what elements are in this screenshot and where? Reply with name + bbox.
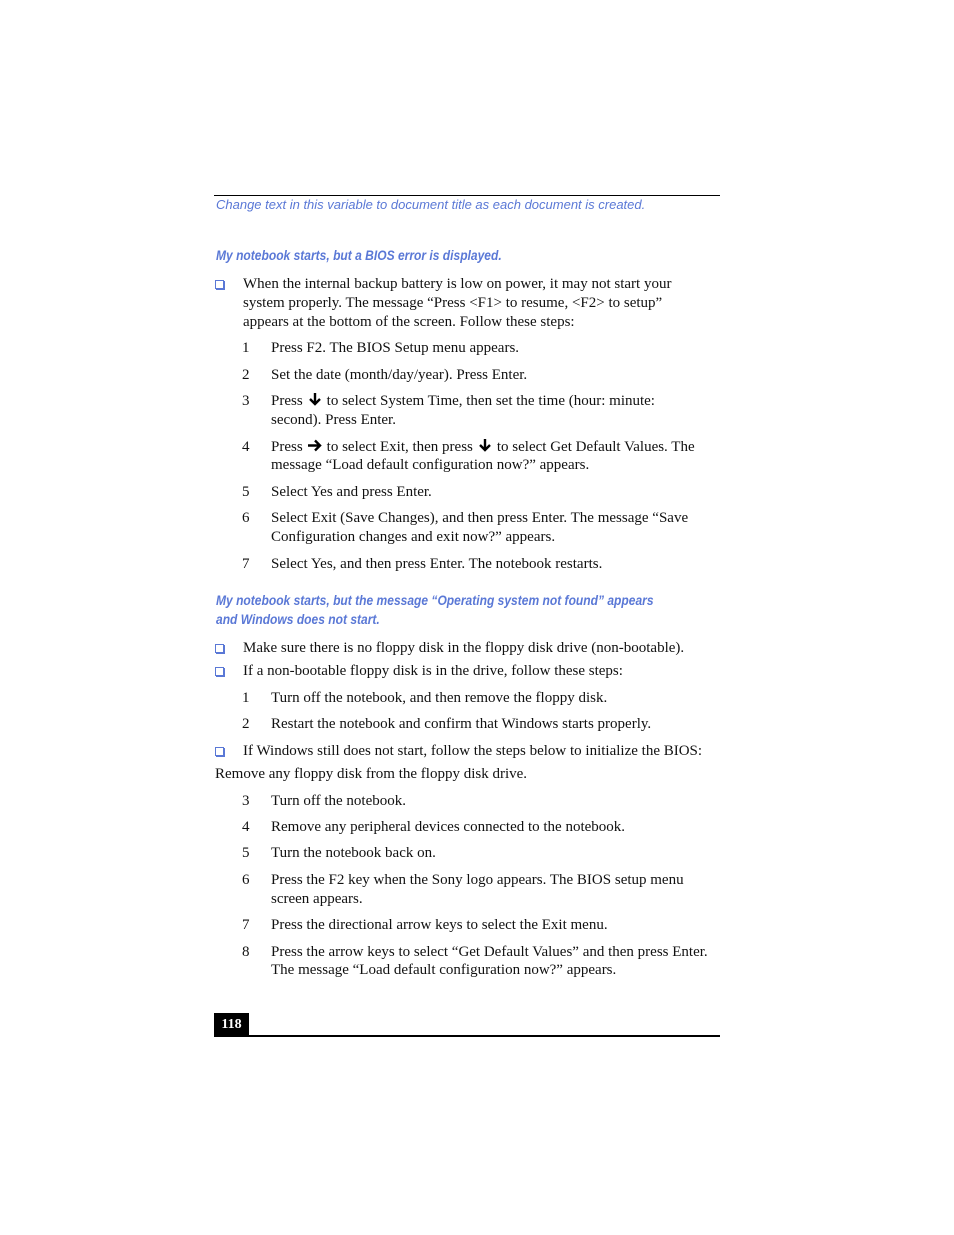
step-text [271, 438, 695, 457]
step-text-part: Press [271, 393, 303, 409]
step-text: Restart the notebook and confirm that Windows starts properly. [271, 716, 652, 732]
step-number: 7 [242, 556, 250, 572]
page-number: 118 [214, 1013, 249, 1036]
step-number: 8 [242, 944, 250, 960]
step-text: Press the arrow keys to select “Get Default Values” and then press Enter. [271, 944, 708, 960]
bullet-text-line: If Windows still does not start, follow the steps below to initialize the BIOS: [243, 743, 703, 759]
step-text: Configuration changes and exit now?” appears. [271, 529, 556, 545]
step-text: Select Yes, and then press Enter. The notebook restarts. [271, 556, 603, 572]
step-number: 2 [242, 716, 250, 732]
bullet-text-line: Make sure there is no floppy disk in the floppy disk drive (non-bootable). [243, 640, 685, 656]
step-number: 6 [242, 510, 250, 526]
step-number: 2 [242, 367, 250, 383]
arrow-down-icon [477, 439, 493, 452]
step-text: Turn the notebook back on. [271, 845, 436, 861]
header-rule [214, 195, 720, 196]
step-number: 5 [242, 484, 250, 500]
bullet-icon [215, 280, 224, 289]
body-text: Remove any floppy disk from the floppy disk drive. [215, 766, 528, 782]
step-text [271, 392, 655, 411]
step-text-part: Press [271, 439, 303, 455]
step-number: 4 [242, 439, 250, 455]
bullet-text-line: If a non-bootable floppy disk is in the drive, follow these steps: [243, 663, 623, 679]
running-head: Change text in this variable to document title as each document is created. [216, 197, 646, 212]
step-text: Remove any peripheral devices connected to the notebook. [271, 819, 626, 835]
section-heading-os-not-found: My notebook starts, but the message “Operating system not found” appears [216, 592, 654, 608]
step-text-part: to select Get Default Values. The [496, 439, 695, 455]
step-text: Select Yes and press Enter. [271, 484, 432, 500]
step-text: The message “Load default configuration now?” appears. [271, 962, 617, 978]
step-text: screen appears. [271, 891, 363, 907]
step-number: 7 [242, 917, 250, 933]
step-number: 1 [242, 690, 250, 706]
arrow-right-icon [307, 439, 323, 452]
bullet-text-line: system properly. The message “Press <F1> to resume, <F2> to setup” [243, 295, 663, 311]
step-number: 5 [242, 845, 250, 861]
bullet-text-line: appears at the bottom of the screen. Follow these steps: [243, 314, 575, 330]
step-text: Press the F2 key when the Sony logo appears. The BIOS setup menu [271, 872, 684, 888]
step-text: second). Press Enter. [271, 412, 396, 428]
section-heading-os-not-found: and Windows does not start. [216, 611, 380, 627]
bullet-text-line: When the internal backup battery is low on power, it may not start your [243, 276, 672, 292]
step-text: Turn off the notebook. [271, 793, 406, 809]
step-text: Set the date (month/day/year). Press Enter. [271, 367, 528, 383]
footer-rule [214, 1035, 720, 1037]
step-number: 6 [242, 872, 250, 888]
step-text: message “Load default configuration now?” appears. [271, 457, 590, 473]
step-number: 3 [242, 393, 250, 409]
step-text-part: to select Exit, then press [326, 439, 473, 455]
arrow-down-icon [307, 393, 323, 406]
step-text: Press F2. The BIOS Setup menu appears. [271, 340, 520, 356]
step-number: 4 [242, 819, 250, 835]
step-text: Turn off the notebook, and then remove the floppy disk. [271, 690, 608, 706]
section-heading-bios-error: My notebook starts, but a BIOS error is displayed. [216, 247, 502, 263]
step-number: 1 [242, 340, 250, 356]
step-text: Press the directional arrow keys to select the Exit menu. [271, 917, 608, 933]
step-number: 3 [242, 793, 250, 809]
step-text: Select Exit (Save Changes), and then press Enter. The message “Save [271, 510, 689, 526]
bullet-icon [215, 747, 224, 756]
bullet-icon [215, 667, 224, 676]
bullet-icon [215, 644, 224, 653]
step-text-part: to select System Time, then set the time (hour: minute: [326, 393, 655, 409]
